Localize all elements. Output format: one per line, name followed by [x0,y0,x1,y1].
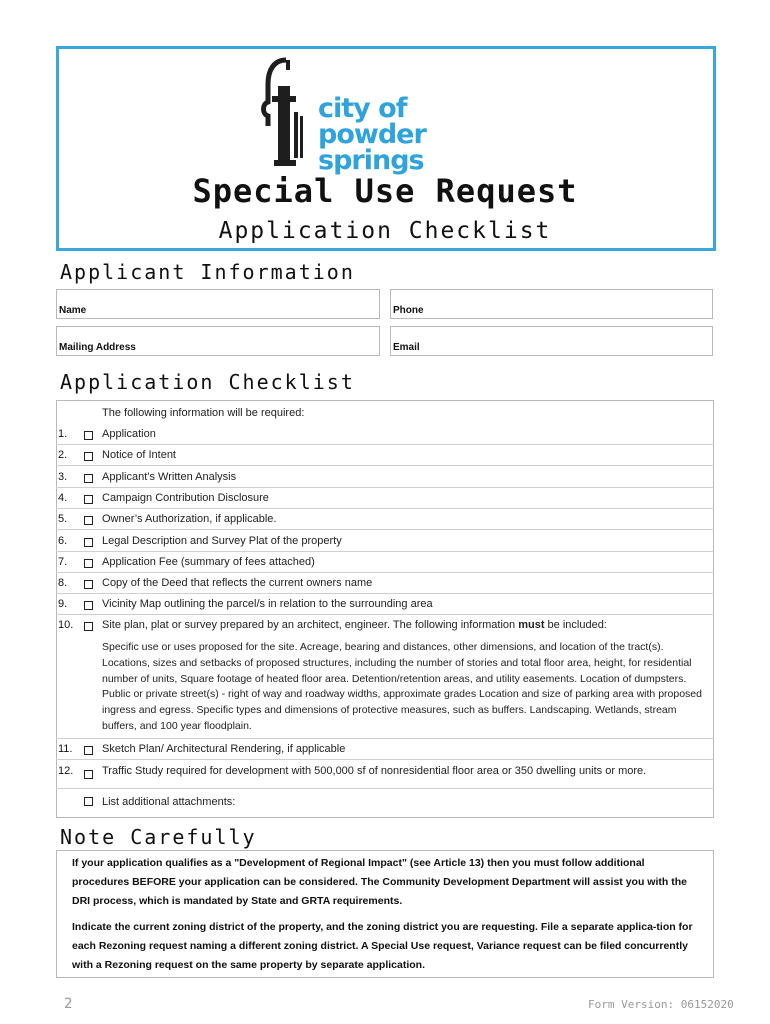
phone-field[interactable] [390,289,713,319]
document-subtitle: Application Checklist [218,218,552,244]
note-paragraph-dri: If your application qualifies as a "Development of Regional Impact" (see Article 13) then you must follow additional procedures BEFORE your application can be considered. The Community Development Department will assist you with the DRI process, which is mandated by State and GRTA requirements. [72,857,687,907]
checklist-item [56,531,714,552]
checklist-item [56,488,714,509]
checklist-item [56,552,714,573]
checklist-item [56,792,714,813]
note-section-title: Note Carefully [60,825,257,849]
checkbox-icon[interactable] [84,495,93,504]
checkbox-icon[interactable] [84,474,93,483]
checkbox-icon[interactable] [84,797,93,806]
email-label: Email [393,342,420,353]
item-number: 10. [58,619,74,631]
checkbox-icon[interactable] [84,559,93,568]
item-number: 2. [58,449,68,461]
checkbox-icon[interactable] [84,746,93,755]
item-number: 8. [58,577,68,589]
checklist-divider [56,719,714,739]
checkbox-icon[interactable] [84,516,93,525]
logo-line-2: powder springs [318,119,426,176]
form-version: Form Version: 06152020 [588,998,734,1011]
checklist-item [56,509,714,530]
item-label: Traffic Study required for development with 500,000 sf of nonresidential floor area or 350 dwelling units or more. [102,765,647,777]
checklist-item [56,594,714,615]
mailing-address-label: Mailing Address [59,342,136,353]
checklist-item [56,615,714,636]
logo-wordmark [318,93,526,176]
item-label: Campaign Contribution Disclosure [102,492,269,504]
item-number: 11. [58,743,73,755]
water-pump-icon [256,56,326,176]
item-label-after: be included: [544,619,607,631]
item-number: 6. [58,535,68,547]
item-number: 7. [58,556,68,568]
mailing-address-field[interactable] [56,326,380,356]
item-number: 3. [58,471,68,483]
checklist-item [56,739,714,760]
checklist-item [56,445,714,466]
city-logo [256,56,526,176]
checklist-item [56,424,714,445]
checklist-item [56,573,714,594]
site-plan-requirements: Specific use or uses proposed for the site. Acreage, bearing and distances, other dimensions, and location of the tract(s). Locations, sizes and setbacks of proposed structures, including the number of stories and total floor area, height, for residential number of units, Square footage of heated floor area. Detention/retention areas, and utility easements. Location of dumpsters. Public or private street(s) - right of way and roadway widths, approximate grades Location and size of parking area with proposed ingress and egress. Specific types and dimensions of protective measures, such as buffers. Landscaping. Wetlands, stream buffers, and 100 year floodplain. [102,641,702,732]
item-number: 1. [58,428,68,440]
item-number: 12. [58,765,74,777]
checkbox-icon[interactable] [84,770,93,779]
item-number: 4. [58,492,68,504]
page-number: 2 [64,996,73,1012]
note-paragraph-zoning: Indicate the current zoning district of the property, and the zoning district you are requesting. File a separate applica-tion for each Rezoning request naming a different zoning district. A Special Use request, Variance request can be filed concurrently with a Rezoning request on the same property by separate application. [72,921,693,971]
item-label: Applicant’s Written Analysis [102,471,237,483]
applicant-section-title: Applicant Information [60,260,355,284]
email-field[interactable] [390,326,713,356]
item-label-bold: must [518,619,545,631]
item-label: Sketch Plan/ Architectural Rendering, if applicable [102,743,346,755]
checkbox-icon[interactable] [84,601,93,610]
item-number: 5. [58,513,68,525]
name-field[interactable] [56,289,380,319]
checkbox-icon[interactable] [84,431,93,440]
checklist-section-title: Application Checklist [60,370,355,394]
item-label: List additional attachments: [102,796,236,808]
checklist-intro: The following information will be required: [102,407,305,419]
checkbox-icon[interactable] [84,580,93,589]
item-number: 9. [58,598,68,610]
item-label: Application [102,428,156,440]
item-label: Owner’s Authorization, if applicable. [102,513,277,525]
checkbox-icon[interactable] [84,452,93,461]
item-label: Copy of the Deed that reflects the current owners name [102,577,373,589]
item-label [102,619,607,631]
checklist-item [56,761,714,789]
checklist-item [56,467,714,488]
name-label: Name [59,305,87,316]
item-label: Vicinity Map outlining the parcel/s in relation to the surrounding area [102,598,433,610]
item-label: Legal Description and Survey Plat of the property [102,535,342,547]
logo-line-1: city of [318,93,407,124]
checkbox-icon[interactable] [84,538,93,547]
item-label: Application Fee (summary of fees attached) [102,556,315,568]
item-label-before: Site plan, plat or survey prepared by an architect, engineer. The following information [102,619,519,631]
phone-label: Phone [393,305,424,316]
checkbox-icon[interactable] [84,622,93,631]
document-title: Special Use Request [192,172,578,210]
item-label: Notice of Intent [102,449,176,461]
